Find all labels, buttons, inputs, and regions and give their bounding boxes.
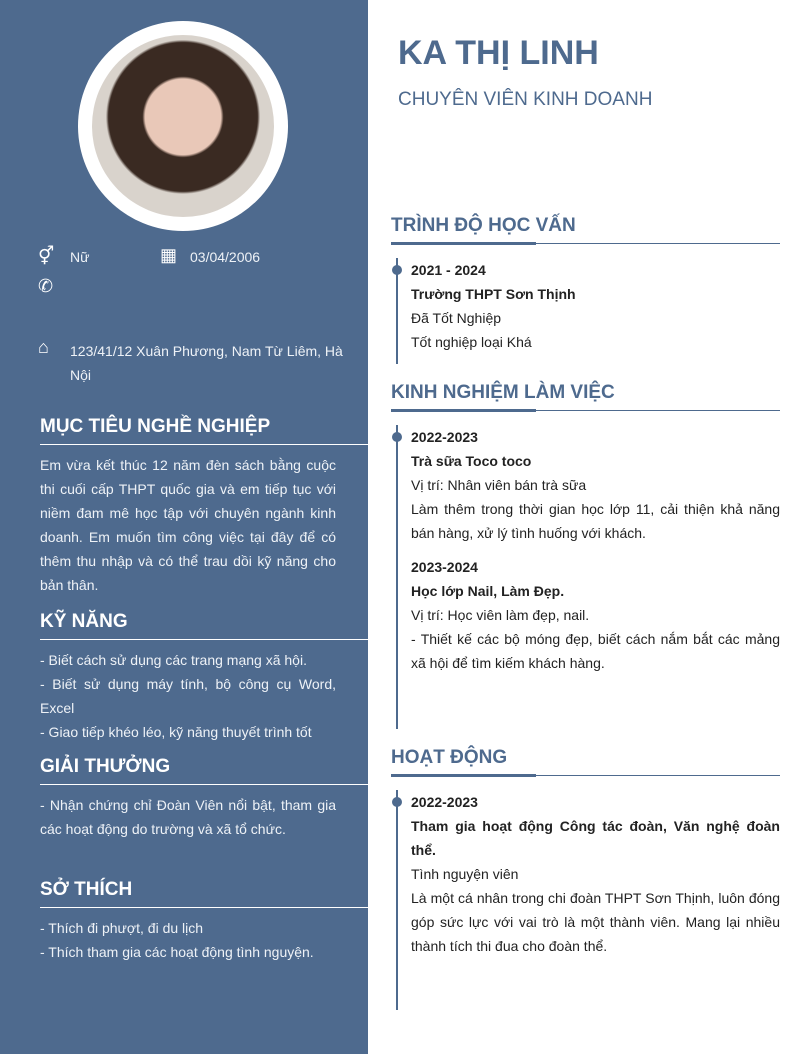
skills-list	[40, 648, 336, 744]
education-period: 2021 - 2024	[411, 262, 486, 278]
activity-desc: Là một cá nhân trong chi đoàn THPT Sơn Thịnh, luôn đóng góp sức lực với vai trò là một thành viên. Mang lại nhiều thành tích thi đua cho đoàn thể.	[411, 890, 780, 954]
timeline-dot	[392, 265, 402, 275]
hobby-item: - Thích tham gia các hoạt động tình nguyện.	[40, 944, 314, 960]
skill-item: - Biết cách sử dụng các trang mạng xã hội.	[40, 652, 307, 668]
gender: Nữ	[70, 249, 90, 265]
education-entry	[396, 258, 780, 364]
objective-text: Em vừa kết thúc 12 năm đèn sách bằng cuộc thi cuối cấp THPT quốc gia và em tiếp tục với niềm đam mê học tập với chuyên ngành kinh doanh. Em muốn tìm công việc tại đây để có thêm thu nhập và có thể trau dồi kỹ năng cho bản thân.	[40, 457, 336, 593]
date-of-birth: 03/04/2006	[190, 249, 261, 265]
calendar-icon: ▦	[160, 245, 178, 265]
timeline-dot	[392, 797, 402, 807]
hobbies-list	[40, 916, 336, 964]
activity-position: Tình nguyện viên	[411, 866, 519, 882]
sidebar-sections	[40, 416, 368, 976]
awards-heading: GIẢI THƯỞNG	[40, 756, 368, 785]
skill-item: - Giao tiếp khéo léo, kỹ năng thuyết trình tốt	[40, 724, 312, 740]
hobby-item: - Thích đi phượt, đi du lịch	[40, 920, 204, 936]
education-school: Trường THPT Sơn Thịnh	[411, 286, 576, 302]
experience-heading: KINH NGHIỆM LÀM VIỆC	[391, 382, 780, 411]
candidate-role: CHUYÊN VIÊN KINH DOANH	[398, 89, 653, 110]
gender-icon: ⚥	[38, 246, 55, 266]
activity-entry	[396, 790, 780, 1010]
candidate-name: KA THỊ LINH	[398, 34, 599, 72]
experience-list	[396, 425, 780, 729]
profile-photo	[78, 21, 288, 231]
phone-icon: ✆	[38, 276, 54, 296]
education-status: Đã Tốt Nghiệp	[411, 310, 502, 326]
address: 123/41/12 Xuân Phương, Nam Từ Liêm, Hà Nội	[70, 343, 343, 383]
experience-desc: - Thiết kế các bộ móng đẹp, biết cách nắm bắt các mảng xã hội để tìm kiếm khách hàng.	[411, 631, 780, 671]
experience-position: Vị trí: Học viên làm đẹp, nail.	[411, 607, 590, 623]
skill-item: - Biết sử dụng máy tính, bộ công cụ Word, Excel	[40, 676, 336, 716]
experience-desc: Làm thêm trong thời gian học lớp 11, cải thiện khả năng bán hàng, xử lý tình huống với khách.	[411, 501, 780, 541]
activities-heading: HOẠT ĐỘNG	[391, 747, 780, 776]
hobbies-heading: SỞ THÍCH	[40, 879, 368, 908]
objective-heading: MỤC TIÊU NGHỀ NGHIỆP	[40, 416, 368, 445]
experience-org: Học lớp Nail, Làm Đẹp.	[411, 583, 565, 599]
awards-text: - Nhận chứng chỉ Đoàn Viên nổi bật, tham gia các hoạt động do trường và xã tổ chức.	[40, 797, 336, 837]
activity-org: Tham gia hoạt động Công tác đoàn, Văn nghệ đoàn thể.	[411, 818, 780, 858]
home-icon: ⌂	[38, 337, 49, 357]
timeline-dot	[392, 432, 402, 442]
education-grade: Tốt nghiệp loại Khá	[411, 334, 532, 350]
experience-entry	[411, 425, 780, 545]
experience-entry	[411, 555, 780, 675]
activity-period: 2022-2023	[411, 794, 478, 810]
experience-period: 2022-2023	[411, 429, 478, 445]
main-column	[391, 215, 780, 1028]
experience-position: Vị trí: Nhân viên bán trà sữa	[411, 477, 587, 493]
experience-org: Trà sữa Toco toco	[411, 453, 532, 469]
sidebar	[0, 0, 368, 1054]
education-heading: TRÌNH ĐỘ HỌC VẤN	[391, 215, 780, 244]
experience-period: 2023-2024	[411, 559, 478, 575]
skills-heading: KỸ NĂNG	[40, 611, 368, 640]
